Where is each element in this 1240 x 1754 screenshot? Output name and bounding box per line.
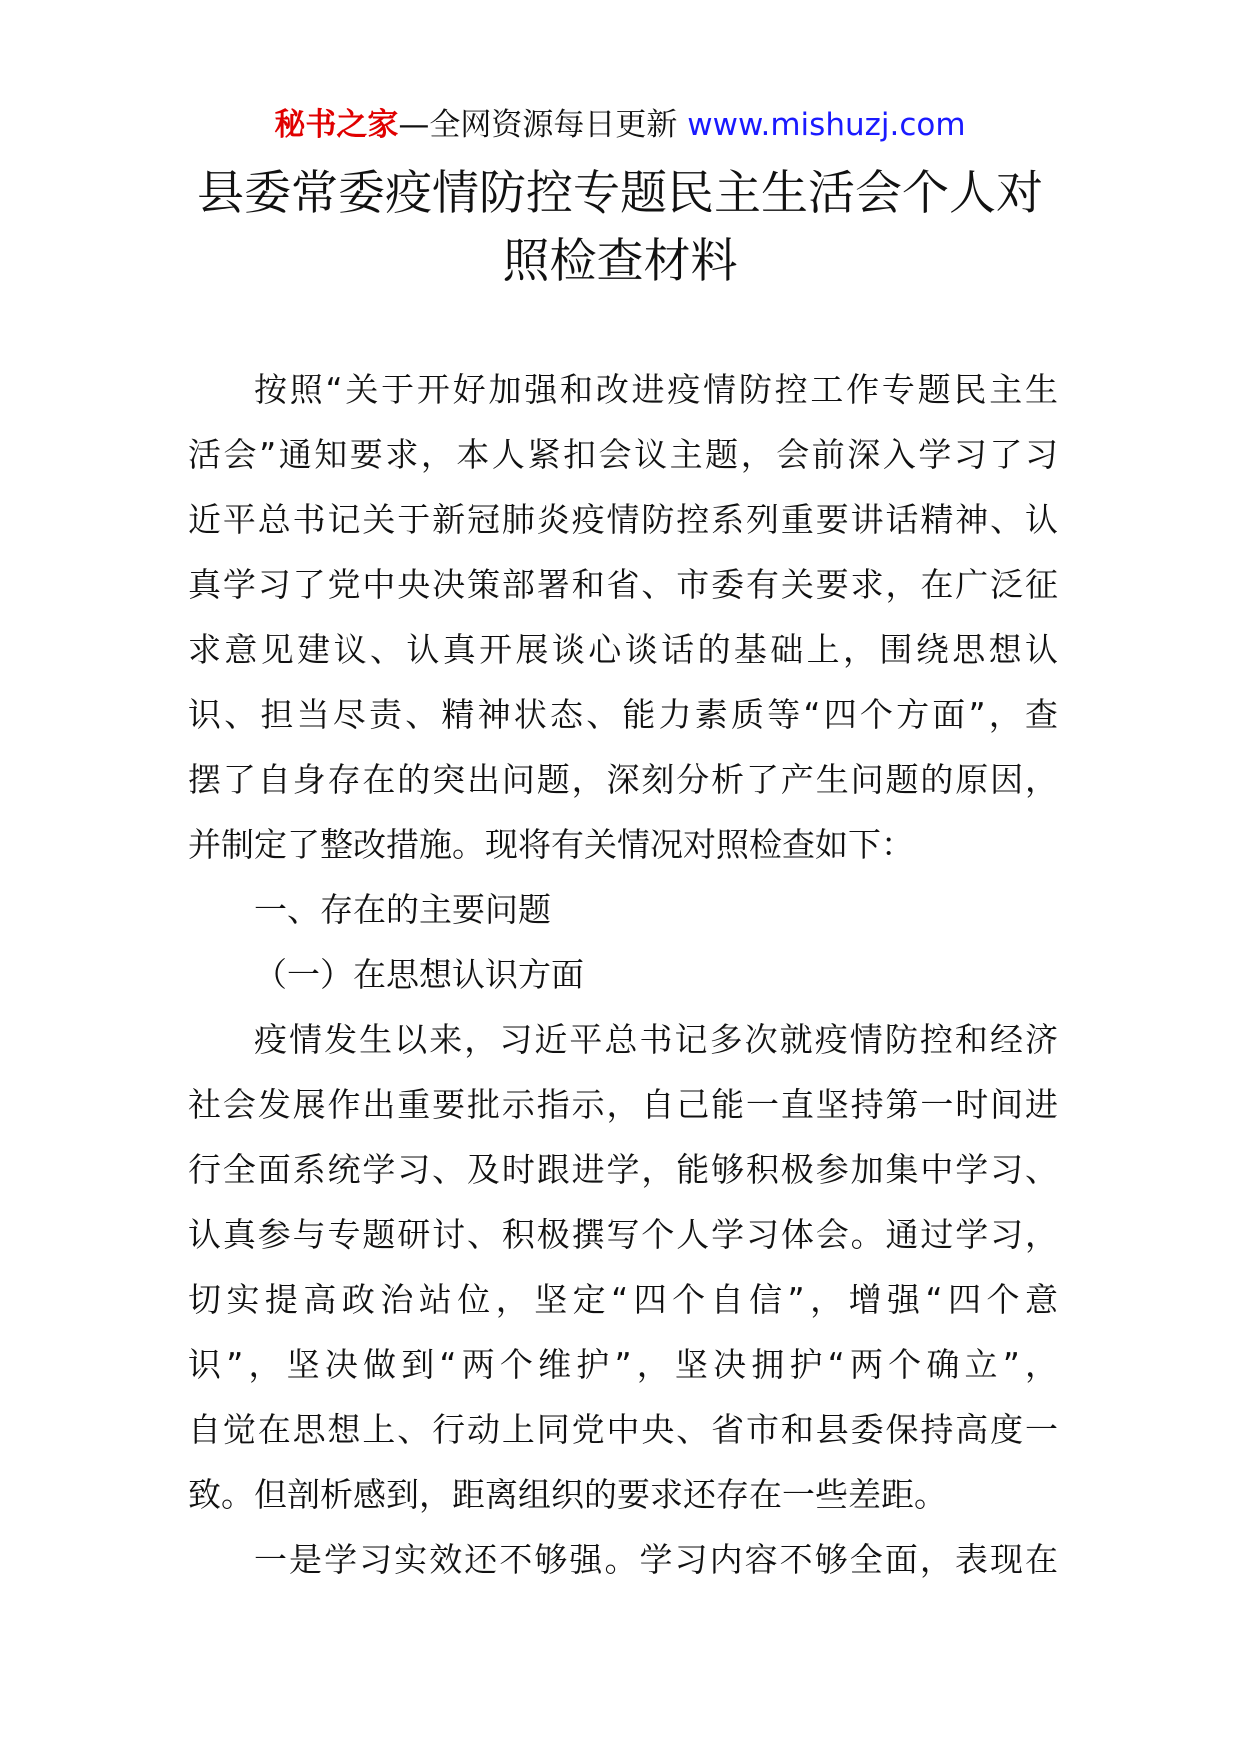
body-line: 按照“关于开好加强和改进疫情防控工作专题民主生 [254, 370, 1058, 409]
body-line: 摆了自身存在的突出问题，深刻分析了产生问题的原因， [188, 760, 1058, 799]
body-line: 识”，坚决做到“两个维护”，坚决拥护“两个确立”， [188, 1345, 1058, 1384]
body-line: 疫情发生以来，习近平总书记多次就疫情防控和经济 [254, 1020, 1058, 1059]
title-line-1: 县委常委疫情防控专题民主生活会个人对 [197, 166, 1043, 221]
brand-name: 秘书之家 [274, 107, 399, 143]
title-line-2: 照检查材料 [502, 234, 738, 289]
body-line: 一是学习实效还不够强。学习内容不够全面，表现在 [254, 1540, 1058, 1579]
body-line: 行全面系统学习、及时跟进学，能够积极参加集中学习、 [188, 1150, 1058, 1189]
watermark-header [0, 100, 1240, 150]
body-line: 并制定了整改措施。现将有关情况对照检查如下： [188, 825, 914, 864]
body-line: 认真参与专题研讨、积极撰写个人学习体会。通过学习， [188, 1215, 1058, 1254]
body-line: 切实提高政治站位，坚定“四个自信”，增强“四个意 [188, 1280, 1058, 1319]
body-line: 自觉在思想上、行动上同党中央、省市和县委保持高度一 [188, 1410, 1058, 1449]
body-line: 求意见建议、认真开展谈心谈话的基础上，围绕思想认 [188, 630, 1058, 669]
document-body [188, 357, 1058, 1592]
body-line: 致。但剖析感到，距离组织的要求还存在一些差距。 [188, 1475, 947, 1514]
subsection-heading: （一）在思想认识方面 [254, 955, 584, 994]
section-heading: 一、存在的主要问题 [254, 890, 551, 929]
body-line: 识、担当尽责、精神状态、能力素质等“四个方面”，查 [188, 695, 1058, 734]
site-url-link[interactable]: www.mishuzj.com [687, 107, 966, 143]
body-line: 活会”通知要求，本人紧扣会议主题，会前深入学习了习 [188, 435, 1058, 474]
header-tagline: —全网资源每日更新 [398, 107, 678, 143]
body-line: 近平总书记关于新冠肺炎疫情防控系列重要讲话精神、认 [188, 500, 1058, 539]
document-title [180, 160, 1060, 296]
body-line: 真学习了党中央决策部署和省、市委有关要求，在广泛征 [188, 565, 1058, 604]
body-line: 社会发展作出重要批示指示，自己能一直坚持第一时间进 [188, 1085, 1058, 1124]
